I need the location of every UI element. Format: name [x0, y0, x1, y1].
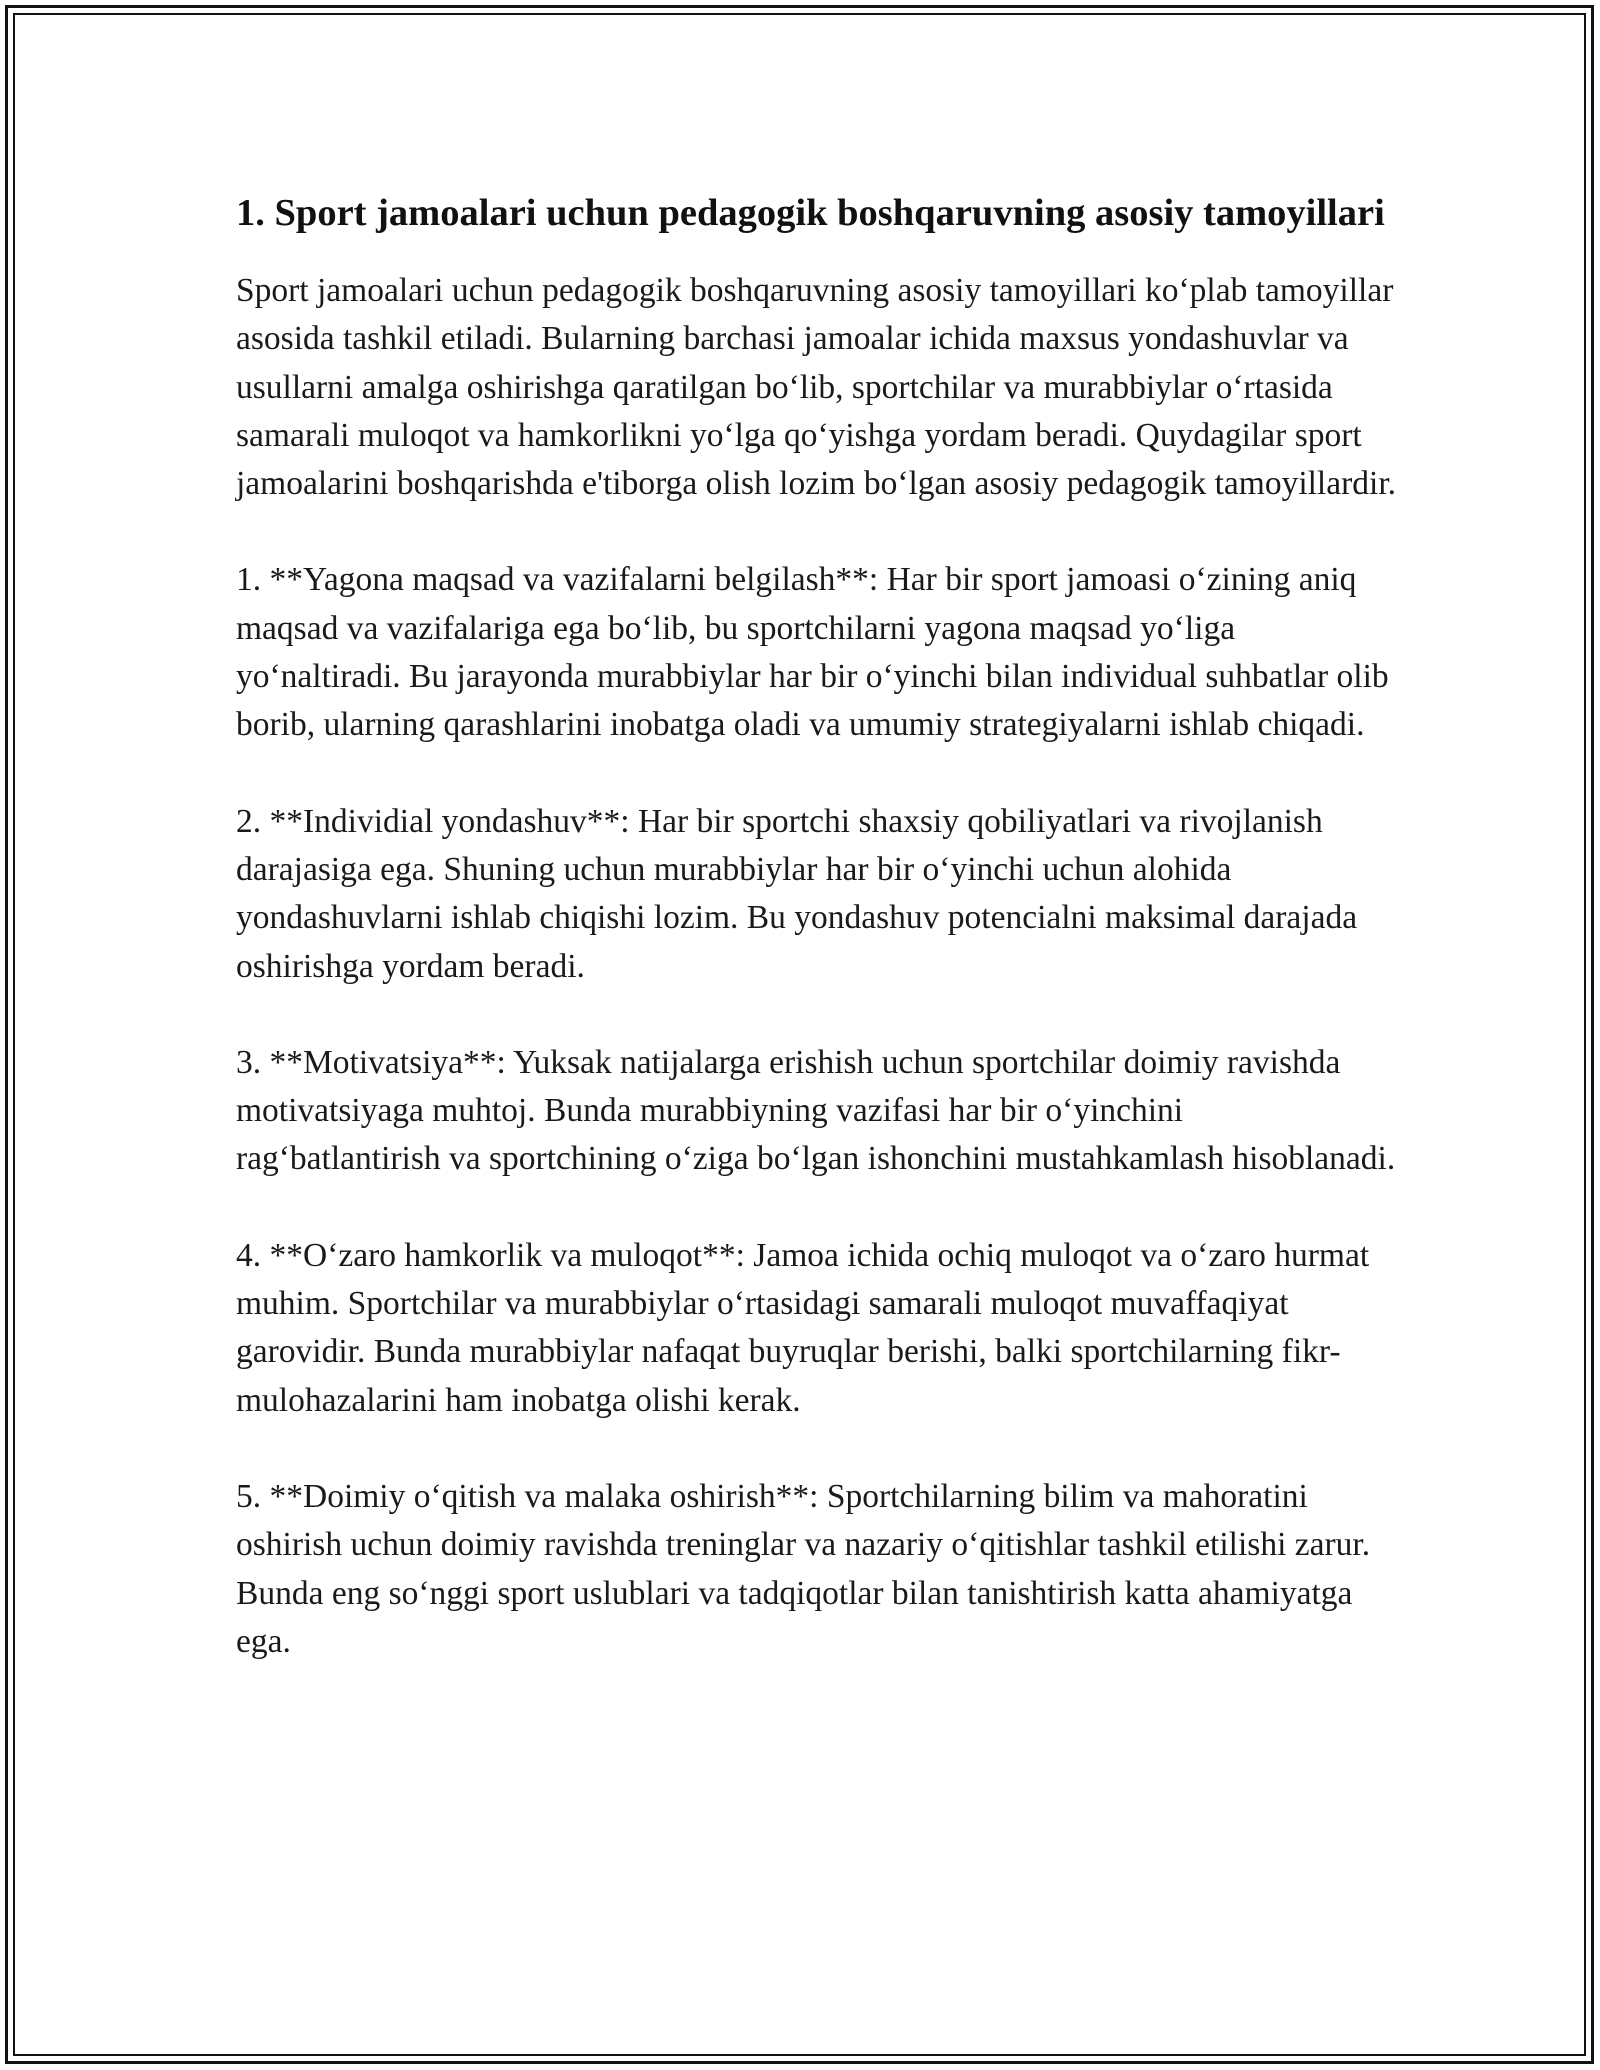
intro-paragraph: Sport jamoalari uchun pedagogik boshqaruvning asosiy tamoyillari ko‘plab tamoyillar asosida tashkil etiladi. Bularning barchasi jamoalar ichida maxsus yondashuvlar va usullarni amalga oshirishga qaratilgan bo‘lib, sportchilar va murabbiylar o‘rtasida samarali muloqot va hamkorlikni yo‘lga qo‘yishga yordam beradi. Quydagilar sport jamoalarini boshqarishda e'tiborga olish lozim bo‘lgan asosiy pedagogik tamoyillardir.: [236, 272, 1397, 503]
document-body: [236, 186, 1396, 1714]
principle-item-2: 2. **Individial yondashuv**: Har bir sportchi shaxsiy qobiliyatlari va rivojlanish darajasiga ega. Shuning uchun murabbiylar har bir o‘yinchi uchun alohida yondashuvlarni ishlab chiqishi lozim. Bu yondashuv potencialni maksimal darajada oshirishga yordam beradi.: [236, 802, 1358, 985]
principle-item-3: 3. **Motivatsiya**: Yuksak natijalarga erishish uchun sportchilar doimiy ravishda motivatsiyaga muhtoj. Bunda murabbiyning vazifasi har bir o‘yinchini rag‘batlantirish va sportchining o‘ziga bo‘lgan ishonchini mustahkamlash hisoblanadi.: [236, 1043, 1396, 1178]
section-heading: 1. Sport jamoalari uchun pedagogik boshqaruvning asosiy tamoyillari: [236, 192, 1385, 234]
principle-item-5: 5. **Doimiy o‘qitish va malaka oshirish**: Sportchilarning bilim va mahoratini oshirish uchun doimiy ravishda treninglar va nazariy o‘qitishlar tashkil etilishi zarur. Bunda eng so‘nggi sport uslublari va tadqiqotlar bilan tanishtirish katta ahamiyatga ega.: [236, 1477, 1371, 1660]
principle-item-4: 4. **O‘zaro hamkorlik va muloqot**: Jamoa ichida ochiq muloqot va o‘zaro hurmat muhim. Sportchilar va murabbiylar o‘rtasidagi samarali muloqot muvaffaqiyat garovidir. Bunda murabbiylar nafaqat buyruqlar berishi, balki sportchilarning fikr-mulohazalarini ham inobatga olishi kerak.: [236, 1236, 1370, 1419]
principle-item-1: 1. **Yagona maqsad va vazifalarni belgilash**: Har bir sport jamoasi o‘zining aniq maqsad va vazifalariga ega bo‘lib, bu sportchilarni yagona maqsad yo‘liga yo‘naltiradi. Bu jarayonda murabbiylar har bir o‘yinchi bilan individual suhbatlar olib borib, ularning qarashlarini inobatga oladi va umumiy strategiyalarni ishlab chiqadi.: [236, 561, 1389, 744]
